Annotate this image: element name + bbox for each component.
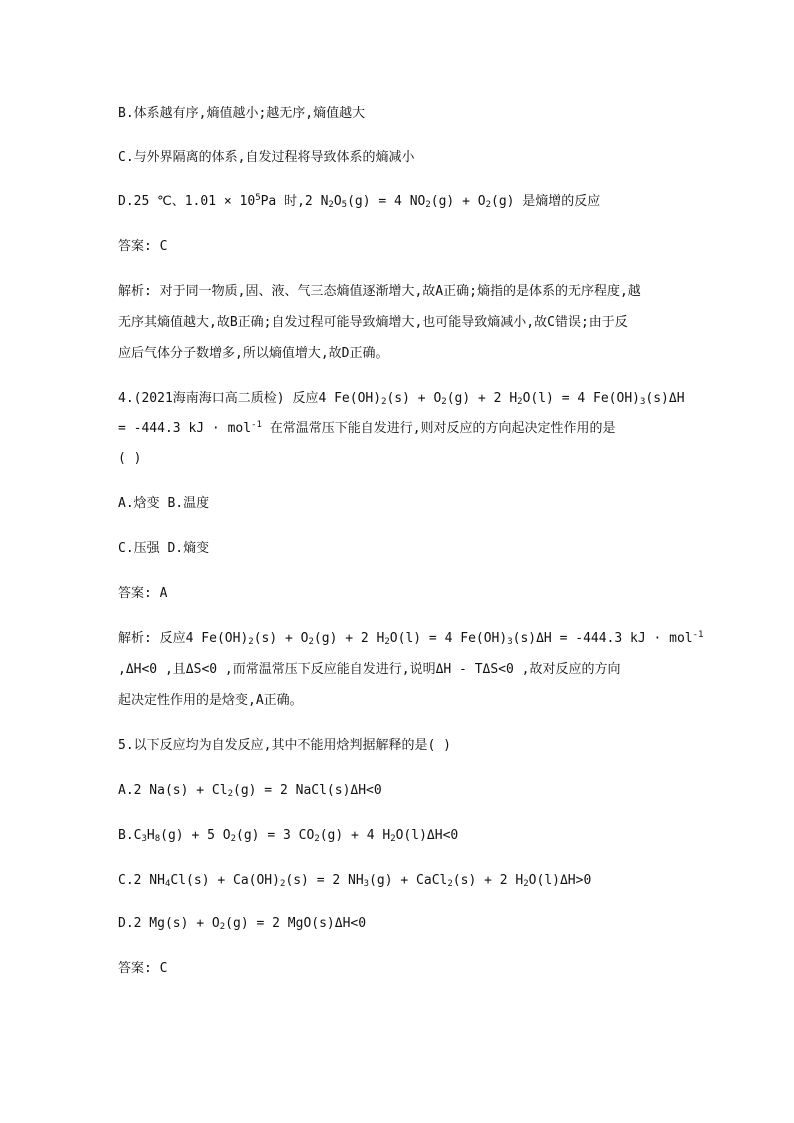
q3-option-d: D.25 ℃、$1.01 \times 10^5Pa$ 时,2 $N_2O_5(g) = 4$ $NO_2(g) + O_2(g)$ 是熵增的反应: [118, 193, 601, 210]
q3-option-b: B.体系越有序,熵值越小;越无序,熵值越大: [118, 106, 366, 121]
q3-option-c: C.与外界隔离的体系,自发过程将导致体系的熵减小: [118, 150, 415, 165]
q3-analysis-line-1: 解析: 对于同一物质,固、液、气三态熵值逐渐增大,故A正确;熵指的是体系的无序程度,越: [118, 284, 641, 299]
q5-option-d: D.2 $Mg(s) + O_2(g) = 2$ MgO(s)ΔH<0: [118, 916, 367, 932]
q5-answer: 答案: C: [118, 961, 168, 976]
q4-options-ab: A.焓变 B.温度: [118, 496, 210, 511]
q4-answer: 答案: A: [118, 586, 168, 601]
q4-analysis-line-2: ,ΔH<0 ,且ΔS<0 ,而常温常压下反应能自发进行,说明ΔH - TΔS<0 ,故对反应的方向: [118, 662, 621, 677]
q4-options-cd: C.压强 D.熵变: [118, 541, 210, 556]
q4-stem-line-1: 4.(2021海南海口高二质检) 反应4 $Fe(OH)_2(s) + O_2(g) + 2$ $H_2O(l) = 4$ $Fe(OH)_3(s)\Delta H$: [118, 391, 685, 407]
q5-option-c: C.2 $NH_4Cl(s) + Ca(OH)_2(s) = 2$ $NH_3(g)$ + CaCl$_2$(s) + 2 $H_2O(l)\Delta H>0$: [118, 873, 592, 889]
q3-analysis-line-3: 应后气体分子数增多,所以熵值增大,故D正确。: [118, 346, 389, 361]
q4-stem-line-2: = -444.3 kJ · mol$^{-1}$ 在常温常压下能自发进行,则对反应的方向起决定性作用的是: [118, 420, 616, 436]
q5-stem: 5.以下反应均为自发反应,其中不能用焓判据解释的是( ): [118, 738, 451, 753]
q5-option-b: $B.C_3H_8(g) + 5$ $O_2(g) = 3$ $CO_2(g) + 4$ $H_2O(l)\Delta H<0$: [118, 828, 459, 844]
q4-analysis-line-1: 解析: 反应4 $Fe(OH)_2(s) + O_2(g) + 2$ $H_2O(l) = 4$ $Fe(OH)_3(s)\Delta H = -444.3$ kJ · mol$^{-1}$: [118, 630, 704, 647]
q3-answer: 答案: C: [118, 239, 168, 254]
q4-answer-blank: ( ): [118, 451, 142, 466]
q5-option-a: A.2 $Na(s) + Cl_2(g) = 2$ NaCl(s)ΔH<0: [118, 783, 382, 799]
q3-analysis-line-2: 无序其熵值越大,故B正确;自发过程可能导致熵增大,也可能导致熵减小,故C错误;由于反: [118, 315, 628, 330]
q4-analysis-line-3: 起决定性作用的是焓变,A正确。: [118, 693, 303, 708]
